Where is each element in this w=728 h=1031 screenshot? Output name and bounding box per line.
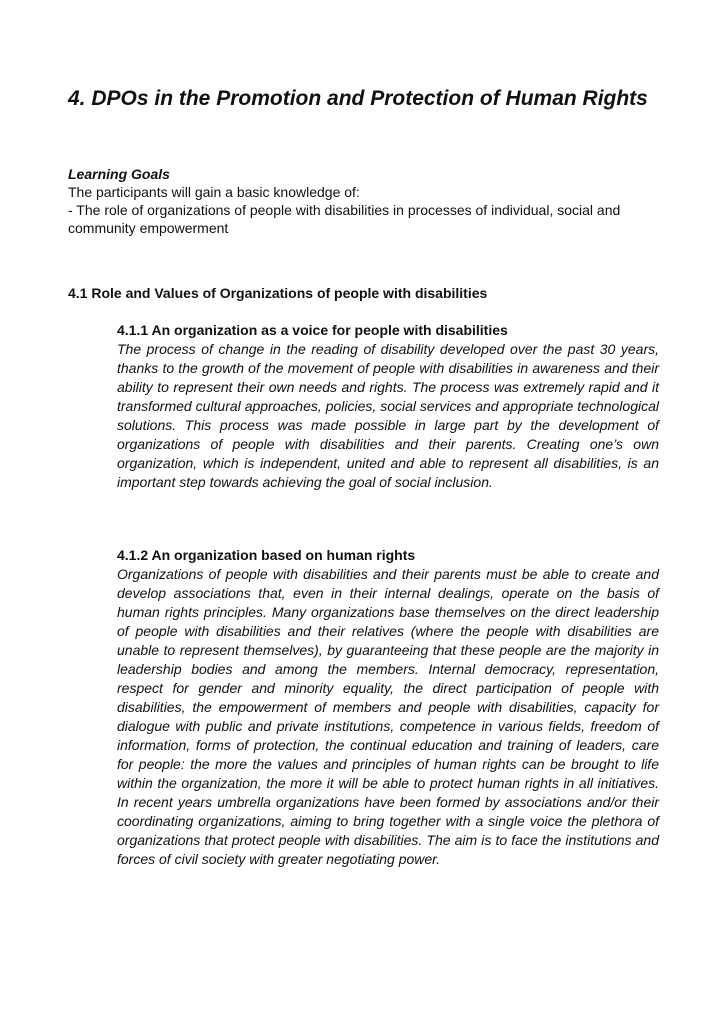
subsection-voice: [117, 321, 659, 492]
learning-goals-heading: Learning Goals: [68, 166, 170, 182]
subsection-body: Organizations of people with disabilities and their parents must be able to create and develop associations that, even in their internal dealings, operate on the basis of human rights principles. Many organizations base themselves on the direct leadership of people with disabilities and their relatives (where the people with disabilities are unable to represent themselves), by guaranteeing that these people are the majority in leadership bodies and among the members. Internal democracy, representation, respect for gender and minority equality, the direct participation of people with disabilities, the empowerment of members and people with disabilities, capacity for dialogue with public and private institutions, competence in various fields, freedom of information, forms of protection, the continual education and training of leaders, care for people: the more the values and principles of human rights can be brought to life within the organization, the more it will be able to protect human rights in all initiatives. In recent years umbrella organizations have been formed by associations and/or their coordinating organizations, aiming to bring together with a single voice the plethora of organizations that protect people with disabilities. The aim is to face the institutions and forces of civil society with greater negotiating power.: [117, 566, 659, 867]
chapter-title: 4. DPOs in the Promotion and Protection of Human Rights: [68, 87, 648, 110]
section-heading: 4.1 Role and Values of Organizations of people with disabilities: [68, 285, 488, 301]
subsection-human-rights: [117, 546, 659, 869]
subsection-title: 4.1.2 An organization based on human rights: [117, 547, 416, 563]
learning-goals-text: [68, 183, 628, 237]
learning-goals-item: - The role of organizations of people with disabilities in processes of individual, social and community empowerment: [68, 202, 621, 236]
subsection-body: The process of change in the reading of disability developed over the past 30 years, thanks to the growth of the movement of people with disabilities in awareness and their ability to represent their own needs and rights. The process was extremely rapid and it transformed cultural approaches, policies, social services and appropriate technological solutions. This process was made possible in large part by the development of organizations of people with disabilities and their parents. Creating one’s own organization, which is independent, united and able to represent all disabilities, is an important step towards achieving the goal of social inclusion.: [117, 341, 659, 490]
subsection-title: 4.1.1 An organization as a voice for people with disabilities: [117, 322, 508, 338]
learning-goals-intro: The participants will gain a basic knowledge of:: [68, 184, 360, 200]
